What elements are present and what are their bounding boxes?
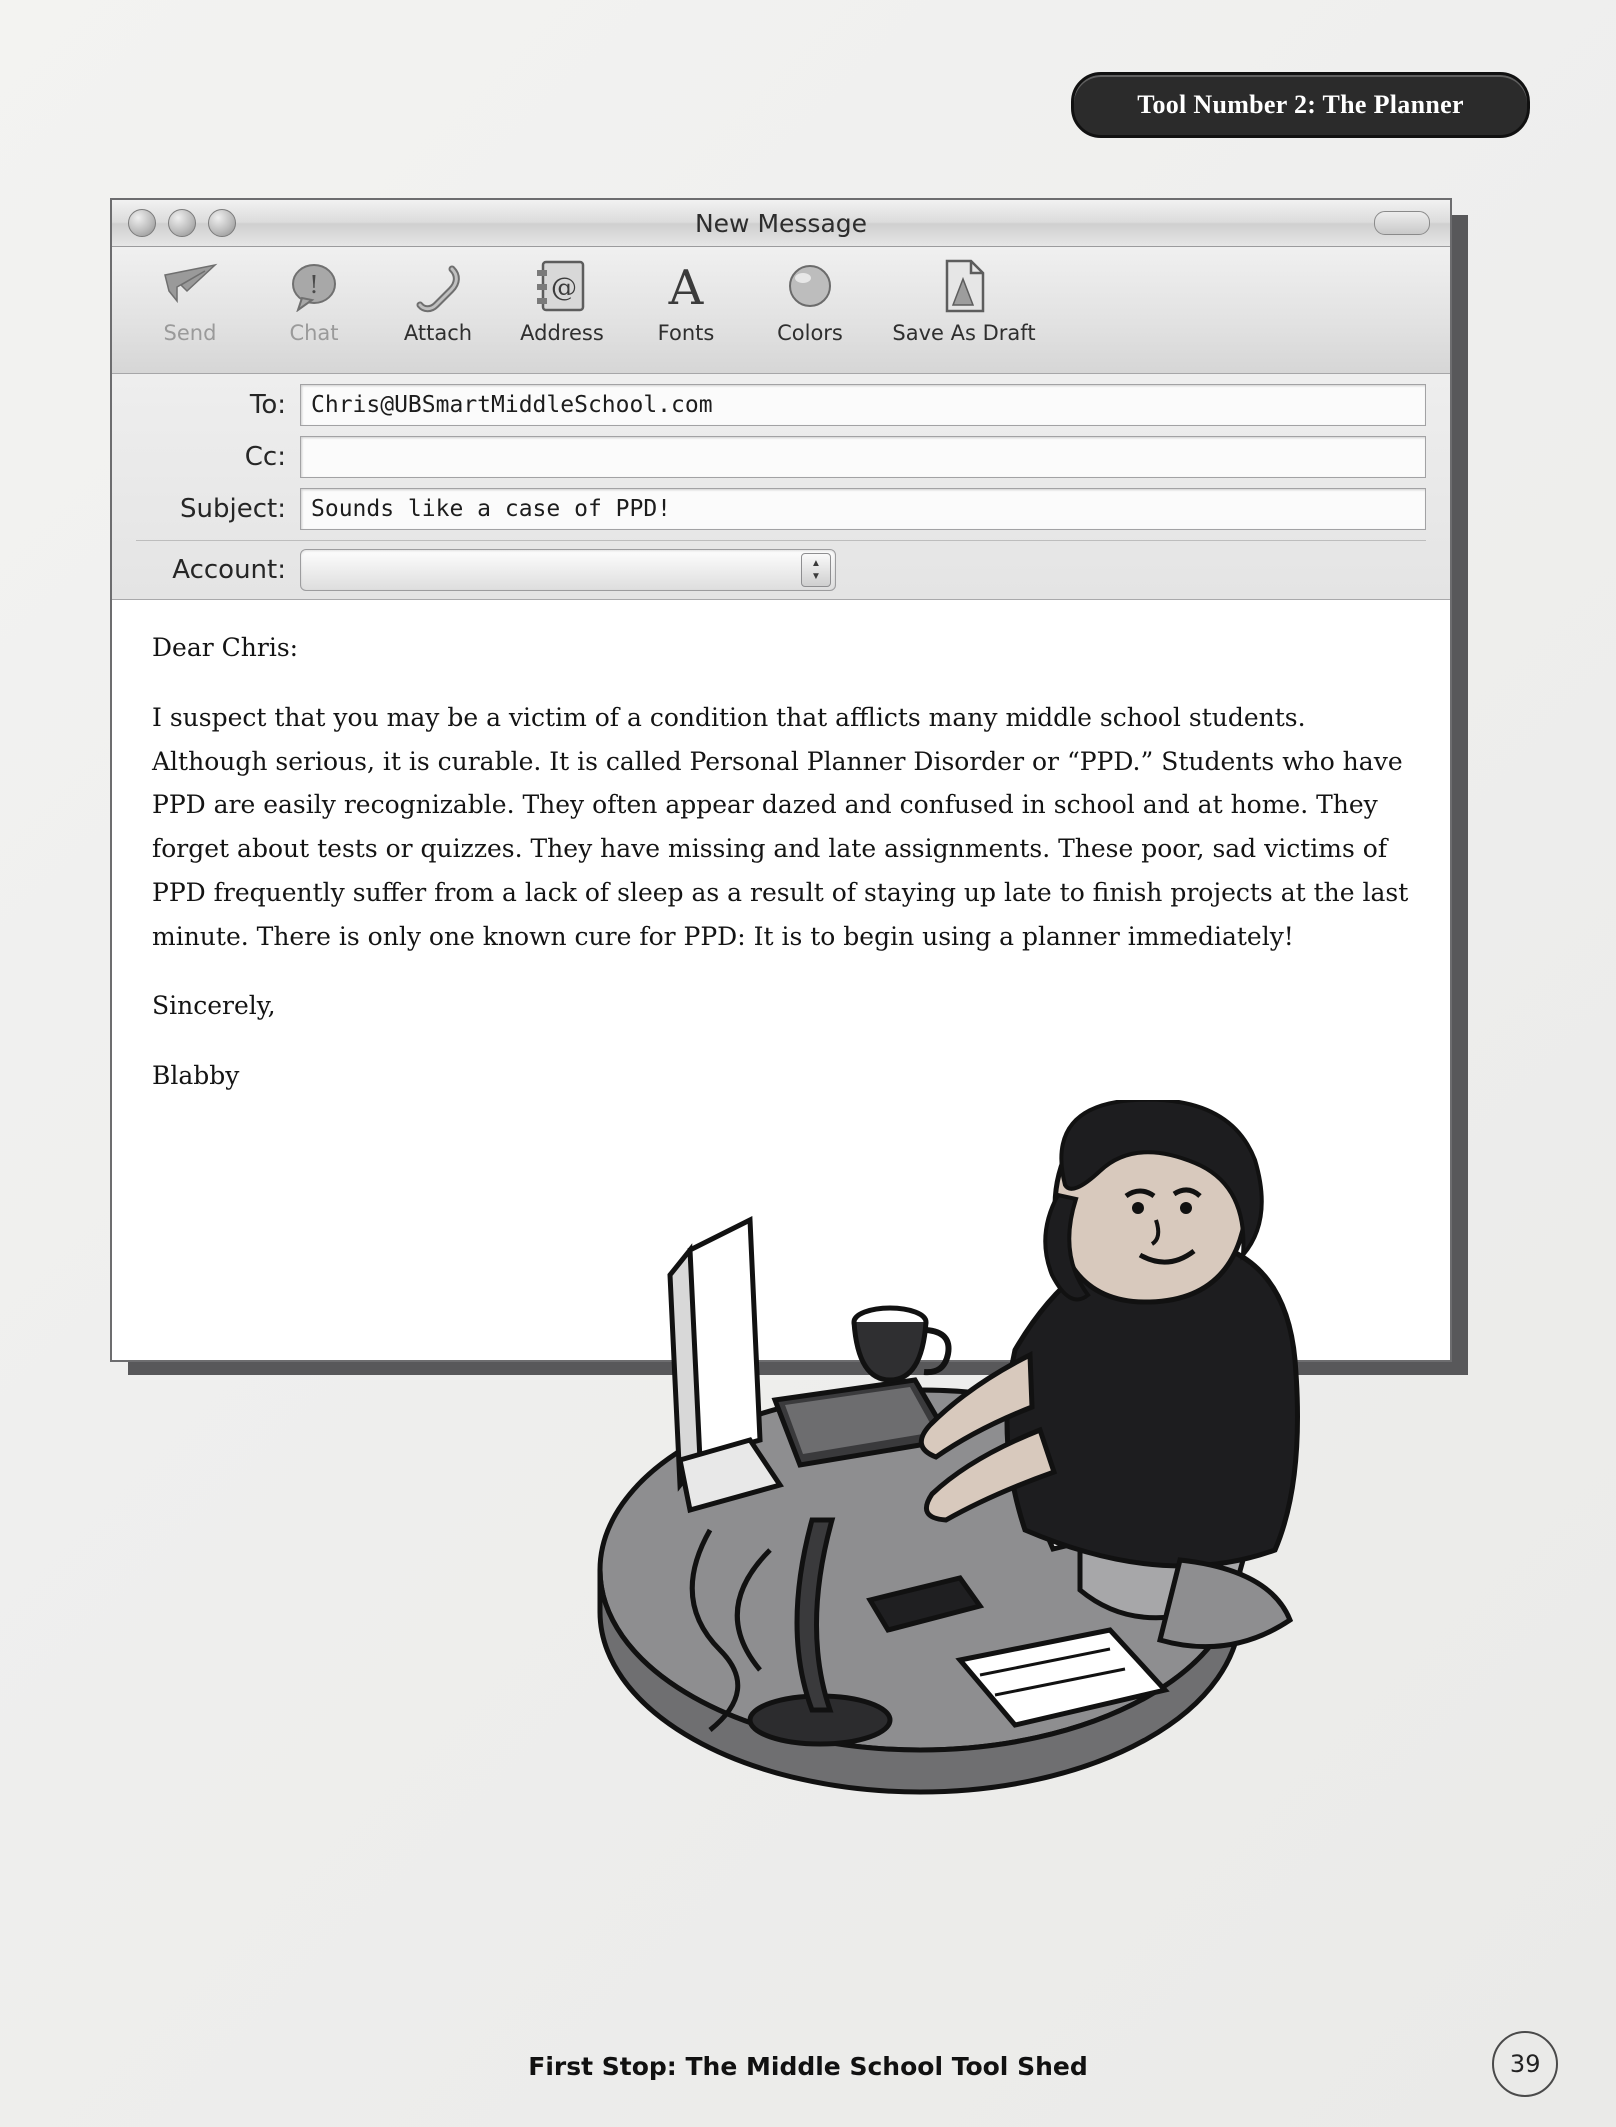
toolbar-button-address[interactable] [502,255,622,345]
banner-title: Tool Number 2: The Planner [1137,90,1464,119]
toolbar-button-attach[interactable] [378,255,498,345]
to-input[interactable]: Chris@UBSmartMiddleSchool.com [300,384,1426,426]
toolbar-button-chat[interactable] [254,255,374,345]
section-banner [1071,72,1530,138]
body-greeting: Dear Chris: [152,633,299,662]
footer-title: First Stop: The Middle School Tool Shed [528,2052,1088,2081]
cc-label: Cc: [244,442,286,472]
field-row-to [136,384,1426,426]
address-book-icon [535,255,589,317]
to-label: To: [249,390,286,420]
field-row-subject [136,488,1426,530]
toolbar-button-send[interactable] [130,255,250,345]
toolbar-label-address: Address [520,321,604,345]
account-label: Account: [172,555,286,585]
body-paragraph: I suspect that you may be a victim of a condition that afflicts many middle school students. Although serious, it is curable. It is called Personal Planner Disorder or “PPD.” Students who have PPD are easily recognizable. They often appear dazed and confused in school and at home. They forget about tests or quizzes. They have missing and late assignments. These poor, sad victims of PPD frequently suffer from a lack of sleep as a result of staying up late to finish projects at the last minute. There is only one known cure for PPD: It is to begin using a planner immediately! [152,702,1409,951]
toolbar-label-save-as-draft: Save As Draft [892,321,1036,345]
cc-input[interactable] [300,436,1426,478]
subject-input[interactable]: Sounds like a case of PPD! [300,488,1426,530]
svg-text:A: A [668,260,704,314]
svg-text:@: @ [551,273,577,303]
window-titlebar [112,200,1450,247]
message-toolbar [112,247,1450,374]
field-row-account [136,540,1426,591]
svg-text:!: ! [309,271,319,299]
subject-label: Subject: [180,494,286,524]
toolbar-label-send: Send [163,321,217,345]
field-row-cc [136,436,1426,478]
toolbar-toggle-button[interactable] [1374,211,1430,235]
paper-plane-icon [161,255,219,317]
toolbar-label-colors: Colors [777,321,843,345]
letter-a-icon [659,255,713,317]
toolbar-label-fonts: Fonts [657,321,715,345]
message-header-fields [112,374,1450,600]
body-signature: Blabby [152,1061,240,1090]
paperclip-icon [412,255,464,317]
toolbar-label-attach: Attach [403,321,473,345]
draft-page-icon [937,255,991,317]
message-body[interactable] [112,600,1450,1360]
chat-bubble-icon [286,255,342,317]
new-message-window [110,198,1452,1362]
page-number-badge [1478,2017,1571,2110]
body-closing: Sincerely, [152,991,276,1021]
chevron-updown-icon[interactable]: ▲ ▼ [801,553,831,587]
toolbar-button-save-as-draft[interactable] [874,255,1054,345]
toolbar-label-chat: Chat [289,321,339,345]
toolbar-button-fonts[interactable] [626,255,746,345]
account-select[interactable] [300,549,836,591]
color-sphere-icon [783,255,837,317]
toolbar-button-colors[interactable] [750,255,870,345]
window-title: New Message [694,208,868,238]
page-number: 39 [1509,2049,1541,2078]
